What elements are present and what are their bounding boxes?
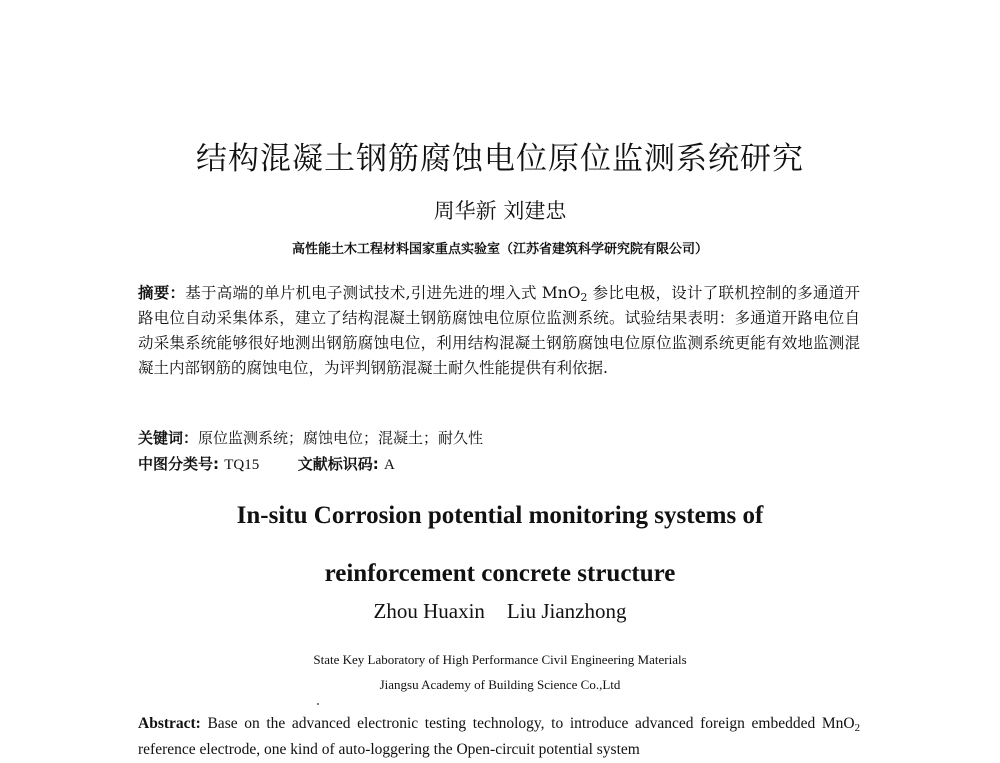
- doc-code-value: A: [383, 457, 395, 473]
- abstract-en-text-2: reference electrode, one kind of auto-loggering the Open-circuit potential system: [138, 741, 640, 758]
- abstract-cn-text-1: 基于高端的单片机电子测试技术,引进先进的埋入式 MnO: [185, 284, 581, 302]
- abstract-cn-label: 摘要：: [138, 284, 186, 302]
- paper-title-cn: 结构混凝土钢筋腐蚀电位原位监测系统研究: [196, 141, 804, 177]
- abstract-cn-text-2: 参比电极，设计了联机控制的多通道开路电位自动采集体系，建立了结构混凝土钢筋腐蚀电位原位监测系统。试验结果表明：多通道开路电位自动采集系统能够很好地测出钢筋腐蚀电位，利用结构混凝土钢筋腐蚀电位原位监测系统更能有效地监测混凝土内部钢筋的腐蚀电位，为评判钢筋混凝土耐久性能提供有利依据.: [138, 284, 860, 377]
- classification-line: [138, 453, 395, 474]
- abstract-en-subscript: 2: [854, 722, 860, 734]
- affiliation-cn: 高性能土木工程材料国家重点实验室（江苏省建筑科学研究院有限公司）: [291, 242, 708, 257]
- doc-code-label: 文献标识码:: [297, 455, 379, 473]
- abstract-en-label: Abstract:: [138, 715, 201, 732]
- clc-value: TQ15: [224, 457, 260, 473]
- keywords-cn-label: 关键词：: [138, 429, 199, 447]
- affiliation-en: [0, 647, 1000, 697]
- keywords-cn: [138, 427, 483, 448]
- clc-label: 中图分类号:: [138, 455, 219, 473]
- abstract-en-text-1: Base on the advanced electronic testing technology, to introduce advanced foreign embedded MnO: [200, 715, 855, 732]
- author-en-1: Zhou Huaxin: [373, 599, 485, 623]
- affiliation-en-line1: State Key Laboratory of High Performance Civil Engineering Materials: [313, 652, 687, 667]
- affiliation-en-line2: Jiangsu Academy of Building Science Co.,Ltd: [379, 677, 621, 692]
- author-en-2: Liu Jianzhong: [506, 599, 627, 623]
- abstract-cn-subscript: 2: [580, 291, 588, 304]
- paper-title-en-line2: reinforcement concrete structure: [324, 560, 676, 587]
- authors-cn: 周华新 刘建忠: [433, 199, 567, 223]
- scan-speck: [317, 703, 319, 705]
- abstract-en: [138, 711, 860, 763]
- paper-title-en: [0, 487, 1000, 603]
- paper-title-en-line1: In-situ Corrosion potential monitoring systems of: [236, 502, 764, 529]
- keywords-cn-value: 原位监测系统；腐蚀电位；混凝土；耐久性: [198, 429, 484, 447]
- authors-en: [0, 599, 1000, 624]
- abstract-cn: [138, 281, 860, 381]
